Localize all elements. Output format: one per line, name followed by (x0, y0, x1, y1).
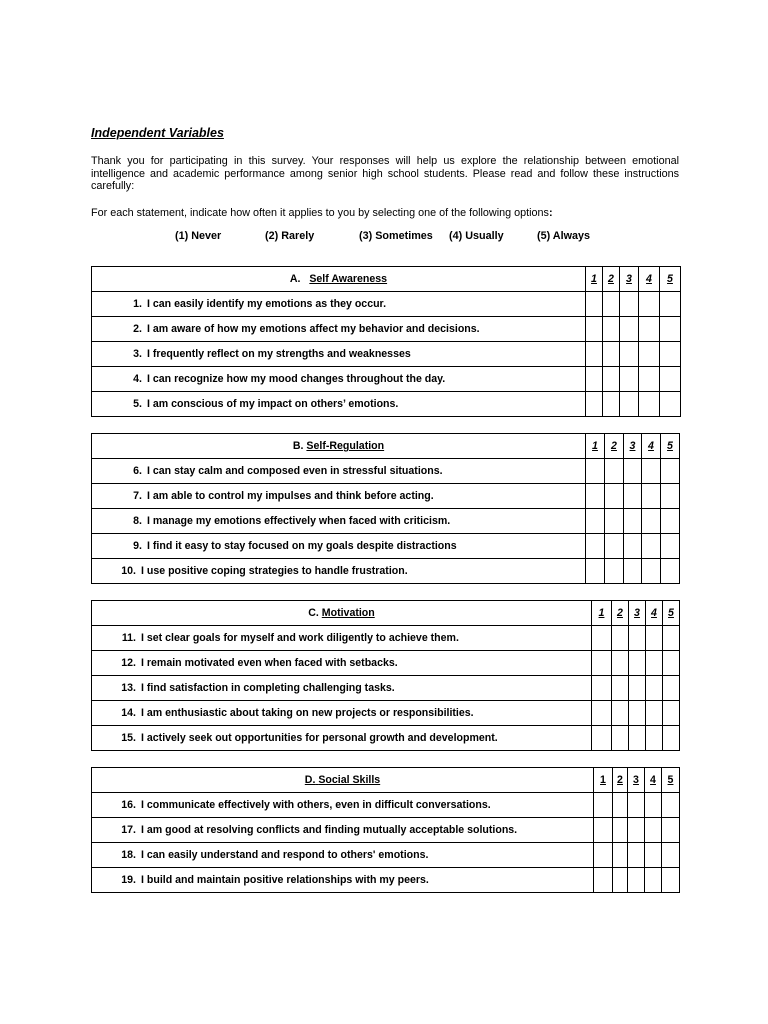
scale-header-3: 3 (629, 601, 646, 626)
section-header-row (92, 768, 680, 793)
table-row (92, 793, 680, 818)
rating-cell-1[interactable] (592, 651, 612, 676)
rating-cell-3[interactable] (624, 559, 642, 584)
rating-cell-5[interactable] (661, 534, 680, 559)
rating-cell-5[interactable] (662, 843, 680, 868)
rating-cell-5[interactable] (660, 367, 681, 392)
rating-cell-1[interactable] (586, 342, 603, 367)
scale-header-4: 4 (639, 267, 660, 292)
rating-cell-4[interactable] (639, 317, 660, 342)
document-page (91, 126, 679, 244)
rating-cell-1[interactable] (594, 793, 613, 818)
rating-cell-3[interactable] (624, 484, 642, 509)
rating-cell-2[interactable] (605, 484, 624, 509)
statement: 16. I communicate effectively with others, even in difficult conversations. (92, 793, 594, 818)
rating-cell-2[interactable] (613, 843, 628, 868)
scale-header-2: 2 (612, 601, 629, 626)
scale-header-4: 4 (646, 601, 663, 626)
statement: 8. I manage my emotions effectively when faced with criticism. (92, 509, 586, 534)
option-sometimes: (3) Sometimes (359, 229, 433, 242)
rating-cell-1[interactable] (586, 484, 605, 509)
rating-cell-2[interactable] (612, 726, 629, 751)
section-header-row (92, 267, 681, 292)
page-heading: Independent Variables (91, 126, 224, 140)
rating-cell-3[interactable] (629, 676, 646, 701)
statement: 1. I can easily identify my emotions as they occur. (92, 292, 586, 317)
scale-header-1: 1 (592, 601, 612, 626)
option-always: (5) Always (537, 229, 591, 242)
option-usually: (4) Usually (449, 229, 504, 242)
statement: 14. I am enthusiastic about taking on new projects or responsibilities. (92, 701, 592, 726)
table-row (92, 292, 681, 317)
statement: 18. I can easily understand and respond to others' emotions. (92, 843, 594, 868)
option-never: (1) Never (175, 229, 222, 242)
option-rarely: (2) Rarely (265, 229, 315, 242)
rating-cell-5[interactable] (661, 484, 680, 509)
rating-cell-2[interactable] (605, 559, 624, 584)
statement: 12. I remain motivated even when faced with setbacks. (92, 651, 592, 676)
table-row (92, 459, 680, 484)
table-row (92, 534, 680, 559)
rating-cell-5[interactable] (661, 509, 680, 534)
rating-cell-3[interactable] (624, 459, 642, 484)
table-row (92, 392, 681, 417)
scale-header-1: 1 (586, 267, 603, 292)
instruction-text: For each statement, indicate how often it applies to you by selecting one of the following options (91, 206, 549, 219)
scale-header-2: 2 (613, 768, 628, 793)
rating-cell-2[interactable] (613, 868, 628, 893)
section-d-table (91, 767, 680, 893)
rating-cell-3[interactable] (628, 818, 645, 843)
scale-header-1: 1 (594, 768, 613, 793)
rating-cell-3[interactable] (628, 843, 645, 868)
scale-header-5: 5 (661, 434, 680, 459)
section-title (92, 768, 594, 793)
rating-cell-1[interactable] (594, 843, 613, 868)
statement: 7. I am able to control my impulses and think before acting. (92, 484, 586, 509)
rating-cell-2[interactable] (603, 392, 620, 417)
rating-cell-1[interactable] (586, 459, 605, 484)
rating-cell-4[interactable] (639, 367, 660, 392)
rating-cell-2[interactable] (612, 676, 629, 701)
rating-cell-2[interactable] (603, 342, 620, 367)
table-row (92, 651, 680, 676)
statement: 4. I can recognize how my mood changes throughout the day. (92, 367, 586, 392)
table-row (92, 701, 680, 726)
rating-cell-2[interactable] (613, 793, 628, 818)
rating-cell-5[interactable] (661, 459, 680, 484)
rating-cell-5[interactable] (662, 868, 680, 893)
rating-cell-2[interactable] (612, 626, 629, 651)
rating-cell-1[interactable] (592, 701, 612, 726)
statement: 17. I am good at resolving conflicts and finding mutually acceptable solutions. (92, 818, 594, 843)
rating-cell-4[interactable] (639, 392, 660, 417)
section-name: Social Skills (318, 774, 381, 786)
scale-header-3: 3 (628, 768, 645, 793)
table-row (92, 868, 680, 893)
rating-cell-5[interactable] (660, 392, 681, 417)
rating-cell-3[interactable] (628, 868, 645, 893)
rating-options-legend (91, 230, 679, 244)
statement: 19. I build and maintain positive relationships with my peers. (92, 868, 594, 893)
statement: 11. I set clear goals for myself and work diligently to achieve them. (92, 626, 592, 651)
table-row (92, 818, 680, 843)
rating-cell-1[interactable] (586, 367, 603, 392)
rating-cell-1[interactable] (586, 509, 605, 534)
table-row (92, 626, 680, 651)
rating-cell-1[interactable] (586, 317, 603, 342)
statement: 10. I use positive coping strategies to handle frustration. (92, 559, 586, 584)
rating-cell-5[interactable] (663, 676, 680, 701)
rating-cell-5[interactable] (661, 559, 680, 584)
statement: 2. I am aware of how my emotions affect my behavior and decisions. (92, 317, 586, 342)
scale-header-1: 1 (586, 434, 605, 459)
rating-cell-2[interactable] (603, 292, 620, 317)
rating-cell-2[interactable] (613, 818, 628, 843)
rating-cell-4[interactable] (646, 726, 663, 751)
rating-cell-4[interactable] (642, 559, 661, 584)
statement: 3. I frequently reflect on my strengths and weaknesses (92, 342, 586, 367)
section-name: Self-Regulation (306, 440, 385, 452)
rating-cell-1[interactable] (586, 292, 603, 317)
rating-cell-1[interactable] (586, 534, 605, 559)
rating-cell-1[interactable] (594, 868, 613, 893)
statement: 6. I can stay calm and composed even in stressful situations. (92, 459, 586, 484)
table-row (92, 843, 680, 868)
rating-cell-4[interactable] (642, 509, 661, 534)
rating-cell-3[interactable] (629, 626, 646, 651)
section-c-table (91, 600, 680, 751)
scale-header-3: 3 (620, 267, 639, 292)
scale-header-5: 5 (663, 601, 680, 626)
section-b-table (91, 433, 680, 584)
rating-cell-3[interactable] (629, 726, 646, 751)
statement: 13. I find satisfaction in completing challenging tasks. (92, 676, 592, 701)
section-prefix: C. (308, 607, 319, 619)
table-row (92, 726, 680, 751)
rating-cell-1[interactable] (586, 559, 605, 584)
section-title (92, 267, 586, 292)
scale-header-4: 4 (645, 768, 662, 793)
rating-cell-2[interactable] (605, 534, 624, 559)
rating-cell-4[interactable] (642, 459, 661, 484)
rating-cell-5[interactable] (660, 342, 681, 367)
instruction-colon: : (548, 206, 553, 219)
section-title (92, 601, 592, 626)
rating-cell-5[interactable] (663, 626, 680, 651)
section-a-table (91, 266, 681, 417)
scale-header-2: 2 (603, 267, 620, 292)
rating-cell-2[interactable] (603, 317, 620, 342)
rating-cell-4[interactable] (645, 793, 662, 818)
section-prefix: A. (289, 273, 301, 285)
scale-header-5: 5 (662, 768, 680, 793)
rating-cell-2[interactable] (605, 459, 624, 484)
rating-cell-3[interactable] (620, 392, 639, 417)
rating-cell-3[interactable] (620, 317, 639, 342)
rating-cell-4[interactable] (645, 868, 662, 893)
table-row (92, 509, 680, 534)
scale-header-2: 2 (605, 434, 624, 459)
rating-cell-1[interactable] (592, 676, 612, 701)
statement: 15. I actively seek out opportunities for personal growth and development. (92, 726, 592, 751)
section-name: Self Awareness (309, 273, 388, 285)
rating-cell-5[interactable] (663, 726, 680, 751)
rating-cell-4[interactable] (642, 534, 661, 559)
rating-cell-4[interactable] (639, 342, 660, 367)
scale-header-3: 3 (624, 434, 642, 459)
scale-header-5: 5 (660, 267, 681, 292)
rating-cell-1[interactable] (592, 626, 612, 651)
intro-paragraph: Thank you for participating in this survey. Your responses will help us explore the relationship between emotional intelligence and academic performance among senior high school students. Please read and follow these instructions carefully: (91, 155, 679, 193)
rating-cell-5[interactable] (662, 818, 680, 843)
rating-cell-1[interactable] (586, 392, 603, 417)
rating-cell-4[interactable] (646, 651, 663, 676)
rating-cell-4[interactable] (645, 818, 662, 843)
rating-cell-3[interactable] (629, 651, 646, 676)
rating-cell-5[interactable] (660, 317, 681, 342)
rating-cell-3[interactable] (620, 367, 639, 392)
section-name: Motivation (321, 607, 375, 619)
rating-cell-5[interactable] (663, 701, 680, 726)
rating-cell-3[interactable] (620, 292, 639, 317)
section-prefix: B. (292, 440, 304, 452)
table-row (92, 317, 681, 342)
rating-cell-4[interactable] (642, 484, 661, 509)
section-header-row (92, 601, 680, 626)
section-prefix: D. (304, 774, 316, 786)
rating-cell-3[interactable] (628, 793, 645, 818)
statement: 9. I find it easy to stay focused on my goals despite distractions (92, 534, 586, 559)
rating-cell-2[interactable] (612, 651, 629, 676)
rating-cell-4[interactable] (646, 701, 663, 726)
statement: 5. I am conscious of my impact on others’ emotions. (92, 392, 586, 417)
section-title (92, 434, 586, 459)
table-row (92, 367, 681, 392)
rating-cell-4[interactable] (646, 676, 663, 701)
table-row (92, 484, 680, 509)
rating-cell-3[interactable] (624, 534, 642, 559)
table-row (92, 559, 680, 584)
rating-cell-5[interactable] (662, 793, 680, 818)
rating-cell-4[interactable] (645, 843, 662, 868)
rating-cell-2[interactable] (605, 509, 624, 534)
rating-cell-5[interactable] (660, 292, 681, 317)
rating-cell-4[interactable] (639, 292, 660, 317)
scale-header-4: 4 (642, 434, 661, 459)
rating-cell-2[interactable] (603, 367, 620, 392)
section-header-row (92, 434, 680, 459)
rating-cell-3[interactable] (629, 701, 646, 726)
rating-cell-3[interactable] (624, 509, 642, 534)
rating-cell-5[interactable] (663, 651, 680, 676)
rating-cell-2[interactable] (612, 701, 629, 726)
rating-cell-3[interactable] (620, 342, 639, 367)
table-row (92, 676, 680, 701)
table-row (92, 342, 681, 367)
rating-cell-4[interactable] (646, 626, 663, 651)
instruction-paragraph (91, 207, 679, 219)
rating-cell-1[interactable] (594, 818, 613, 843)
rating-cell-1[interactable] (592, 726, 612, 751)
